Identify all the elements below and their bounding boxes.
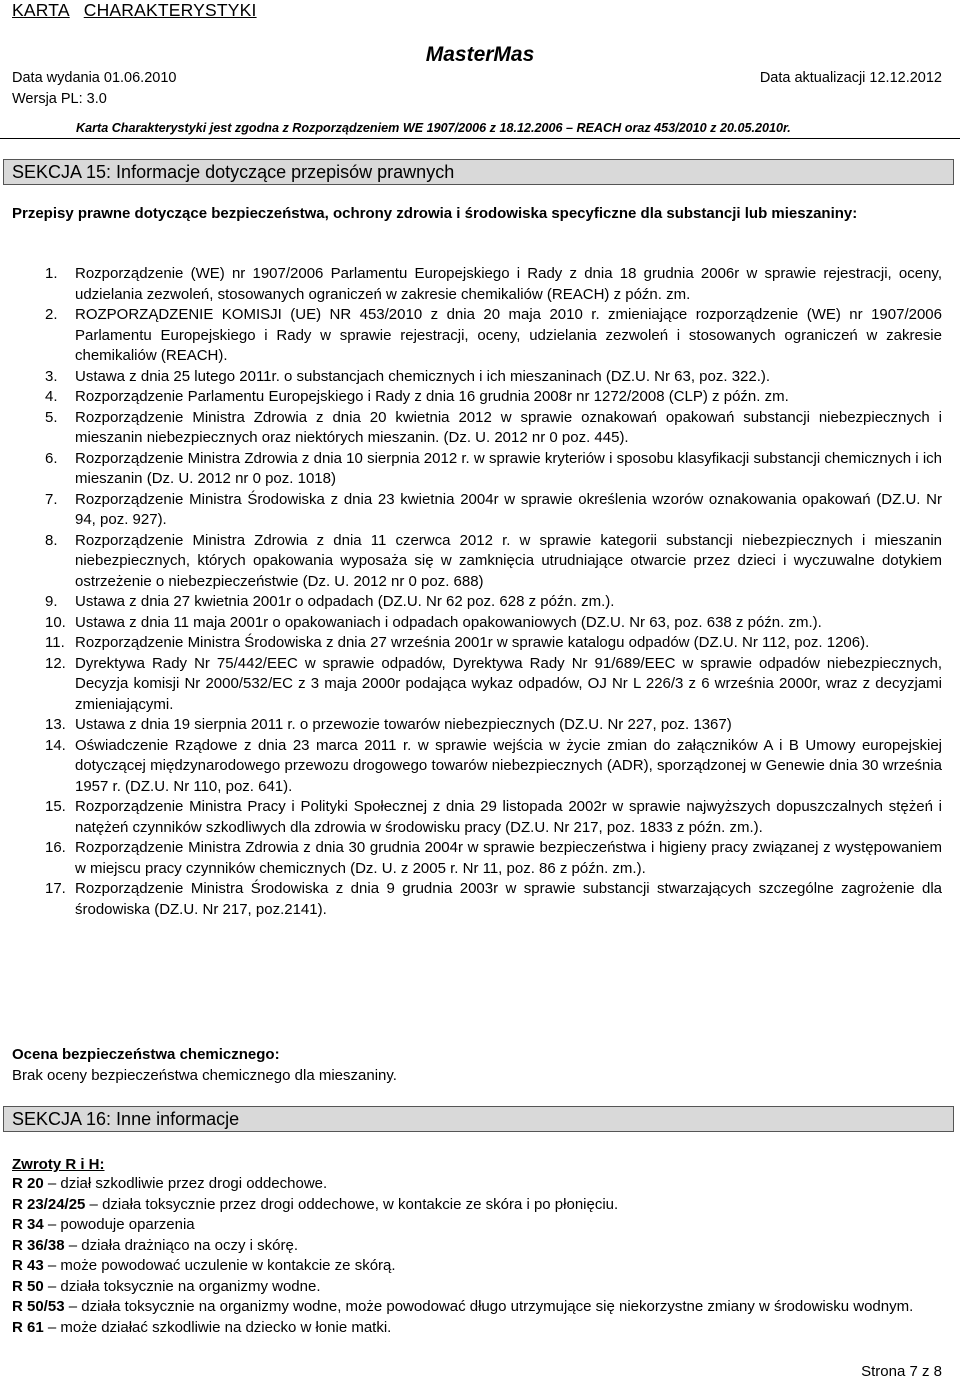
regulation-item <box>12 408 942 449</box>
r-phrase-item <box>12 1297 942 1318</box>
regulation-item <box>12 736 942 798</box>
regulation-number: 16. <box>45 839 66 856</box>
regulation-item <box>12 367 942 388</box>
r-phrase-text: – działa drażniąco na oczy i skórę. <box>64 1236 298 1254</box>
assessment-text: Brak oceny bezpieczeństwa chemicznego dla mieszaniny. <box>12 1066 397 1084</box>
regulation-text: Rozporządzenie Ministra Środowiska z dnia 23 kwietnia 2004r w sprawie określenia wzorów oznakowania opakowań (DZ.U. Nr 94, poz. 927). <box>75 490 942 528</box>
r-phrase-item <box>12 1195 942 1216</box>
r-phrase-item <box>12 1174 942 1195</box>
r-phrase-text: – dział szkodliwie przez drogi oddechowe. <box>43 1175 328 1192</box>
product-name: MasterMas <box>425 43 535 66</box>
page-number: Strona 7 z 8 <box>861 1363 942 1380</box>
section-15-header: SEKCJA 15: Informacje dotyczące przepisów prawnych <box>3 159 954 185</box>
regulation-item <box>12 838 942 879</box>
section-15-lead: Przepisy prawne dotyczące bezpieczeństwa, ochrony zdrowia i środowiska specyficzne dla substancji lub mieszaniny: <box>12 205 858 222</box>
r-phrase-text: – powoduje oparzenia <box>43 1216 195 1233</box>
version: Wersja PL: 3.0 <box>12 91 107 107</box>
r-phrase-text: – działa toksycznie na organizmy wodne, może powodować długo utrzymujące się niekorzystne zmiany w środowisku wodnym. <box>64 1298 914 1315</box>
r-phrase-item <box>12 1318 942 1339</box>
regulation-text: Rozporządzenie (WE) nr 1907/2006 Parlamentu Europejskiego i Rady z dnia 18 grudnia 2006r w sprawie rejestracji, oceny, udzielania zezwoleń, stosowanych ograniczeń w zakresie chemikaliów (REACH) z późn. zm. <box>75 265 942 303</box>
regulation-item <box>12 879 942 920</box>
regulation-item <box>12 387 942 408</box>
r-phrase-code: R 23/24/25 <box>12 1195 86 1213</box>
update-date: Data aktualizacji 12.12.2012 <box>759 70 942 86</box>
issue-date: Data wydania 01.06.2010 <box>12 70 177 86</box>
r-phrase-code: R 20 <box>12 1175 44 1192</box>
regulation-text: Ustawa z dnia 25 lutego 2011r. o substancjach chemicznych i ich mieszaninach (DZ.U. Nr 63, poz. 322.). <box>75 367 771 385</box>
r-phrase-code: R 43 <box>12 1257 44 1274</box>
regulation-text: Dyrektywa Rady Nr 75/442/EEC w sprawie odpadów, Dyrektywa Rady Nr 91/689/EEC w sprawie odpadów niebezpiecznych, Decyzja komisji Nr 2000/532/EC z 3 maja 2000r podająca wykaz odpadów, OJ Nr L 226/3 z 6 września 2000r, wraz z decyzjami zmieniającymi. <box>75 654 942 713</box>
regulation-item <box>12 797 942 838</box>
regulation-text: Oświadczenie Rządowe z dnia 23 marca 2011 r. w sprawie wejścia w życie zmian do załączników A i B Umowy europejskiej dotyczącej międzynarodowego przewozu drogowego towarów niebezpiecznych (ADR), sporządzonej w Genewie dnia 30 września 1957 r. (DZ.U. Nr 110, poz. 641). <box>75 736 942 795</box>
regulation-number: 1. <box>45 265 58 282</box>
assessment-heading: Ocena bezpieczeństwa chemicznego: <box>12 1046 280 1063</box>
regulation-text: Rozporządzenie Parlamentu Europejskiego i Rady z dnia 16 grudnia 2008r nr 1272/2008 (CLP) z późn. zm. <box>75 388 789 405</box>
regulation-text: Rozporządzenie Ministra Zdrowia z dnia 20 kwietnia 2012 w sprawie oznakowań opakowań substancji niebezpiecznych i mieszanin niebezpiecznych oraz niektórych mieszanin. (Dz. U. 2012 nr 0 poz. 445). <box>75 408 942 446</box>
r-phrase-code: R 36/38 <box>12 1236 65 1254</box>
regulation-text: Rozporządzenie Ministra Zdrowia z dnia 30 grudnia 2004r w sprawie bezpieczeństwa i higieny pracy związanej z występowaniem w miejscu pracy czynników chemicznych (Dz. U. z 2005 r. Nr 11, poz. 86 z późn. zm.). <box>75 839 942 877</box>
r-phrase-item <box>12 1277 942 1298</box>
regulation-number: 5. <box>45 408 58 426</box>
regulation-number: 4. <box>45 388 58 405</box>
r-phrase-code: R 50/53 <box>12 1298 65 1315</box>
regulation-item <box>12 633 942 654</box>
r-phrase-item <box>12 1236 942 1257</box>
regulation-item <box>12 592 942 613</box>
r-phrase-code: R 34 <box>12 1216 44 1233</box>
compliance-note: Karta Charakterystyki jest zgodna z Rozporządzeniem WE 1907/2006 z 18.12.2006 – REACH oraz 453/2010 z 20.05.2010r. <box>76 121 791 135</box>
regulation-number: 2. <box>45 306 58 323</box>
regulation-number: 10. <box>45 613 66 631</box>
regulation-number: 15. <box>45 798 66 815</box>
regulation-number: 9. <box>45 593 58 610</box>
r-phrase-code: R 50 <box>12 1277 44 1295</box>
regulation-number: 8. <box>45 531 58 549</box>
r-phrase-text: – może działać szkodliwie na dziecko w łonie matki. <box>43 1318 392 1336</box>
regulation-text: Ustawa z dnia 11 maja 2001r o opakowaniach i odpadach opakowaniowych (DZ.U. Nr 63, poz. 638 z późn. zm.). <box>75 613 822 631</box>
r-phrase-item <box>12 1256 942 1277</box>
regulation-number: 7. <box>45 490 58 508</box>
r-phrases-list <box>12 1174 942 1338</box>
r-phrase-text: – działa toksycznie przez drogi oddechowe, w kontakcie ze skóra i po płonięciu. <box>85 1195 619 1213</box>
regulation-item <box>12 715 942 736</box>
regulation-number: 17. <box>45 880 66 897</box>
regulation-item <box>12 264 942 305</box>
regulation-number: 14. <box>45 736 66 754</box>
regulation-text: Rozporządzenie Ministra Zdrowia z dnia 10 sierpnia 2012 r. w sprawie kryteriów i sposobu klasyfikacji substancji chemicznych i ich mieszanin (Dz. U. 2012 nr 0 poz. 1018) <box>75 449 942 487</box>
chemical-safety-assessment <box>12 1045 397 1086</box>
regulation-text: Ustawa z dnia 27 kwietnia 2001r o odpadach (DZ.U. Nr 62 poz. 628 z późn. zm.). <box>75 593 615 610</box>
section-16-header: SEKCJA 16: Inne informacje <box>3 1106 954 1132</box>
regulations-list <box>12 264 942 920</box>
regulation-item <box>12 490 942 531</box>
regulation-text: Ustawa z dnia 19 sierpnia 2011 r. o przewozie towarów niebezpiecznych (DZ.U. Nr 227, poz. 1367) <box>75 716 732 733</box>
regulation-item <box>12 613 942 634</box>
regulation-number: 13. <box>45 716 66 733</box>
regulation-text: ROZPORZĄDZENIE KOMISJI (UE) NR 453/2010 z dnia 20 maja 2010 r. zmieniające rozporządzenie (WE) nr 1907/2006 Parlamentu Europejskiego i Rady w sprawie rejestracji, oceny, udzielania zezwoleń i stosowanych ograniczeń w zakresie chemikaliów (REACH). <box>75 306 942 364</box>
r-phrase-item <box>12 1215 942 1236</box>
regulation-item <box>12 531 942 593</box>
document-title <box>12 0 257 21</box>
regulation-item <box>12 449 942 490</box>
r-phrase-code: R 61 <box>12 1318 44 1336</box>
header-divider <box>0 138 960 139</box>
regulation-text: Rozporządzenie Ministra Pracy i Polityki Społecznej z dnia 29 listopada 2002r w sprawie najwyższych dopuszczalnych stężeń i natężeń czynników szkodliwych dla zdrowia w środowisku pracy (DZ.U. Nr 217, poz. 1833 z późn. zm.). <box>75 798 942 836</box>
regulation-text: Rozporządzenie Ministra Zdrowia z dnia 11 czerwca 2012 r. w sprawie kategorii substancji niebezpiecznych i mieszanin niebezpiecznych, których opakowania wyposaża się w zamknięcia utrudniające otwarcie przez dzieci i wyczuwalne dotykiem ostrzeżenie o niebezpieczeństwie (Dz. U. 2012 nr 0 poz. 688) <box>75 531 942 590</box>
regulation-number: 12. <box>45 654 66 672</box>
regulation-number: 3. <box>45 367 58 385</box>
document-title-word-1: KARTA <box>12 0 70 20</box>
document-title-word-2: CHARAKTERYSTYKI <box>83 0 257 20</box>
regulation-number: 6. <box>45 449 58 467</box>
regulation-text: Rozporządzenie Ministra Środowiska z dnia 27 września 2001r w sprawie katalogu odpadów (DZ.U. Nr 112, poz. 1206). <box>75 634 870 651</box>
r-phrase-text: – działa toksycznie na organizmy wodne. <box>43 1277 321 1295</box>
regulation-item <box>12 654 942 716</box>
regulation-item <box>12 305 942 367</box>
regulation-text: Rozporządzenie Ministra Środowiska z dnia 9 grudnia 2003r w sprawie substancji stwarzających szczególne zagrożenie dla środowiska (DZ.U. Nr 217, poz.2141). <box>75 880 942 918</box>
regulation-number: 11. <box>45 634 65 651</box>
phrases-heading: Zwroty R i H: <box>12 1156 105 1173</box>
r-phrase-text: – może powodować uczulenie w kontakcie ze skórą. <box>43 1257 396 1274</box>
